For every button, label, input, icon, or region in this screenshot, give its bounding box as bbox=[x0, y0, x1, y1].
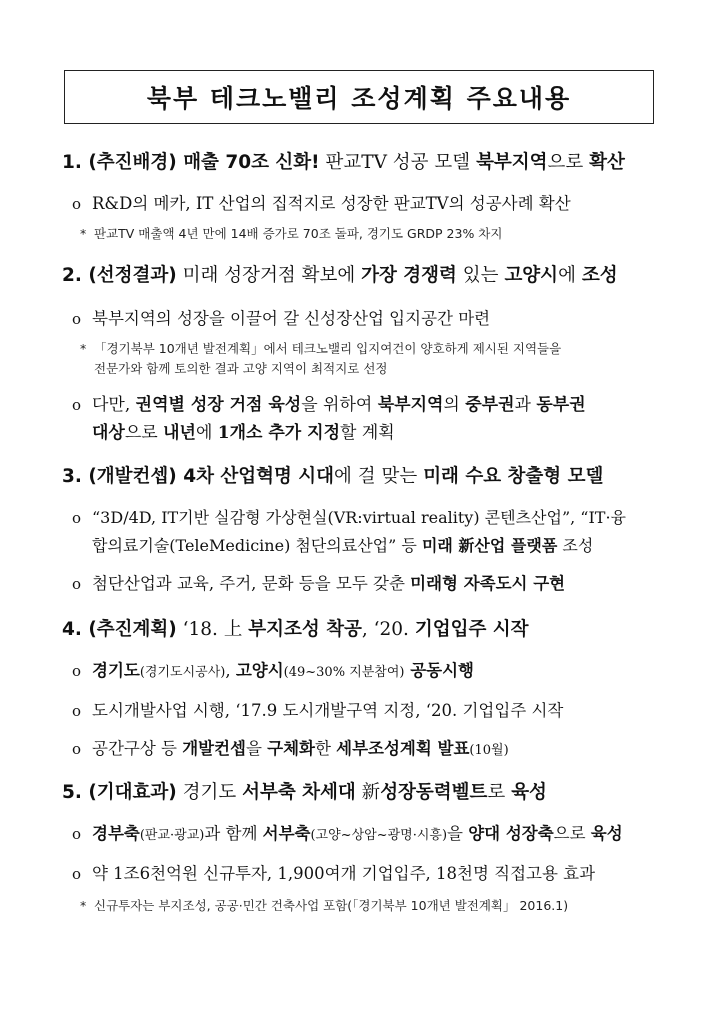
section-1-headline: 매출 70조 신화! bbox=[176, 152, 320, 173]
note-mark: * bbox=[80, 341, 87, 356]
bullet-mark: o bbox=[72, 865, 82, 883]
section-2-emphasis-2: 고양시 bbox=[504, 265, 559, 286]
section-1-bullet-1 bbox=[62, 190, 682, 218]
section-3-title bbox=[62, 464, 682, 490]
title-box bbox=[64, 70, 654, 124]
section-3-bullet-1 bbox=[62, 504, 682, 560]
bullet-emphasis: 미래형 자족도시 구현 bbox=[410, 574, 566, 593]
bullet-emphasis-7: 1개소 추가 지정 bbox=[217, 423, 340, 443]
section-3-text: 에 걸 맞는 bbox=[334, 466, 424, 487]
bullet-emphasis-3: 양대 성장축 bbox=[468, 824, 554, 843]
bullet-text: 북부지역의 성장을 이끌어 갈 신성장산업 입지공간 마련 bbox=[92, 309, 491, 328]
section-2-number: 2. (선정결과) bbox=[62, 265, 177, 286]
bullet-mark: o bbox=[72, 195, 82, 213]
bullet-emphasis: 경기도 bbox=[92, 661, 140, 680]
section-4 bbox=[62, 617, 682, 765]
section-4-bullet-2 bbox=[62, 697, 682, 725]
section-2-text: 미래 성장거점 확보에 bbox=[176, 265, 362, 286]
section-1-note-1 bbox=[62, 224, 682, 244]
bullet-mark: o bbox=[72, 575, 82, 593]
section-2 bbox=[62, 263, 682, 447]
section-3-number: 3. (개발컨셉) bbox=[62, 466, 177, 487]
bullet-text: 공간구상 등 bbox=[92, 739, 183, 758]
section-5-bullet-1 bbox=[62, 820, 682, 850]
section-5-text: 경기도 bbox=[176, 782, 243, 803]
section-5-emphasis: 서부축 차세대 bbox=[242, 782, 356, 803]
bullet-text-4: 과 bbox=[514, 395, 537, 415]
note-text-2: 전문가와 함께 토의한 결과 고양 지역이 최적지로 선정 bbox=[94, 361, 388, 376]
bullet-emphasis-3: 중부권 bbox=[465, 395, 515, 415]
bullet-emphasis-5: 대상 bbox=[92, 423, 125, 443]
section-3-emphasis: 4차 산업혁명 시대 bbox=[176, 466, 335, 487]
bullet-text-3: 한 bbox=[314, 739, 337, 758]
bullet-text-3: 의 bbox=[443, 395, 466, 415]
section-5 bbox=[62, 780, 682, 916]
section-1-emphasis: 북부지역 bbox=[476, 152, 548, 173]
bullet-text-2: 을 위하여 bbox=[301, 395, 378, 415]
section-2-bullet-1 bbox=[62, 305, 682, 333]
section-2-bullet-2 bbox=[62, 391, 682, 447]
bullet-text-2: 을 bbox=[245, 739, 268, 758]
section-1-number: 1. (추진배경) bbox=[62, 152, 177, 173]
section-1 bbox=[62, 150, 682, 244]
bullet-text: “3D/4D, IT기반 실감형 가상현실(VR:virtual reality) 콘텐츠산업”, “IT·융 bbox=[92, 508, 627, 527]
section-4-text-2: , ‘20. bbox=[361, 619, 415, 640]
bullet-mark: o bbox=[72, 740, 82, 758]
page-title: 북부 테크노밸리 조성계획 주요내용 bbox=[146, 84, 572, 113]
bullet-aside: (판교·광교) bbox=[139, 828, 205, 843]
section-3-emphasis-2: 미래 수요 창출형 모델 bbox=[423, 466, 604, 487]
section-4-number: 4. (추진계획) bbox=[62, 619, 177, 640]
bullet-text: R&D의 메카, IT 산업의 집적지로 성장한 판교TV의 성공사례 확산 bbox=[92, 194, 571, 213]
section-3 bbox=[62, 464, 682, 598]
section-1-text: 판교TV 성공 모델 bbox=[319, 152, 477, 173]
note-mark: * bbox=[80, 226, 87, 241]
bullet-mark: o bbox=[72, 702, 82, 720]
bullet-text-6: 에 bbox=[195, 423, 218, 443]
section-4-emphasis: 부지조성 착공 bbox=[248, 619, 362, 640]
bullet-text: 과 함께 bbox=[204, 824, 263, 843]
bullet-text-3: 으로 bbox=[553, 824, 591, 843]
section-5-note-1 bbox=[62, 896, 682, 916]
bullet-text-2: 합의료기술(TeleMedicine) 첨단의료산업” 등 bbox=[92, 536, 422, 555]
section-2-emphasis: 가장 경쟁력 bbox=[361, 265, 457, 286]
note-mark: * bbox=[80, 898, 87, 913]
section-1-emphasis-2: 확산 bbox=[589, 152, 625, 173]
bullet-text-5: 으로 bbox=[124, 423, 164, 443]
note-text: 판교TV 매출액 4년 만에 14배 증가로 70조 돌파, 경기도 GRDP 23% 차지 bbox=[94, 226, 503, 241]
bullet-text-2: 을 bbox=[447, 824, 469, 843]
section-5-number: 5. (기대효과) bbox=[62, 782, 177, 803]
bullet-mark: o bbox=[72, 825, 82, 843]
bullet-emphasis-2: 고양시 bbox=[235, 661, 284, 680]
bullet-emphasis-3: 세부조성계획 발표 bbox=[336, 739, 470, 758]
section-5-text-3: 로 bbox=[487, 782, 512, 803]
bullet-aside: (경기도시공사) bbox=[139, 665, 226, 680]
bullet-mark: o bbox=[72, 509, 82, 527]
section-2-title bbox=[62, 263, 682, 289]
bullet-emphasis: 경부축 bbox=[92, 824, 140, 843]
bullet-emphasis-2: 서부축 bbox=[262, 824, 311, 843]
bullet-text-3: 조성 bbox=[557, 536, 594, 555]
bullet-mark: o bbox=[72, 396, 82, 414]
section-2-text-2: 있는 bbox=[456, 265, 505, 286]
bullet-emphasis-2: 북부지역 bbox=[377, 395, 444, 415]
section-2-note-1 bbox=[62, 339, 682, 379]
section-5-emphasis-3: 육성 bbox=[511, 782, 547, 803]
section-4-bullet-1 bbox=[62, 657, 682, 687]
bullet-aside-2: (고양~상암~광명·시흥) bbox=[310, 828, 448, 843]
bullet-emphasis: 권역별 성장 거점 육성 bbox=[135, 395, 302, 415]
bullet-text: , bbox=[225, 661, 236, 680]
bullet-emphasis: 미래 新산업 플랫폼 bbox=[421, 536, 558, 555]
bullet-mark: o bbox=[72, 310, 82, 328]
bullet-text-7: 할 계획 bbox=[340, 423, 395, 443]
section-4-text: ‘18. 上 bbox=[176, 619, 249, 640]
bullet-emphasis-6: 내년 bbox=[163, 423, 196, 443]
section-4-emphasis-2: 기업입주 시작 bbox=[414, 619, 529, 640]
note-text: 신규투자는 부지조성, 공공·민간 건축사업 포함(「경기북부 10개년 발전계획」 2016.1) bbox=[94, 898, 569, 913]
section-5-emphasis-2: 성장동력벨트 bbox=[380, 782, 488, 803]
bullet-emphasis-2: 구체화 bbox=[267, 739, 315, 758]
section-5-bullet-2 bbox=[62, 860, 682, 888]
bullet-text: 다만, bbox=[92, 395, 136, 415]
bullet-text: 도시개발사업 시행, ‘17.9 도시개발구역 지정, ‘20. 기업입주 시작 bbox=[92, 701, 564, 720]
section-5-title bbox=[62, 780, 682, 806]
section-2-text-3: 에 bbox=[558, 265, 582, 286]
bullet-mark: o bbox=[72, 662, 82, 680]
note-text: 「경기북부 10개년 발전계획」에서 테크노밸리 입지여건이 양호하게 제시된 지역들을 bbox=[94, 341, 562, 356]
section-4-title bbox=[62, 617, 682, 643]
bullet-emphasis-4: 육성 bbox=[590, 824, 623, 843]
section-4-bullet-3 bbox=[62, 735, 682, 765]
bullet-emphasis: 개발컨셉 bbox=[182, 739, 246, 758]
section-2-emphasis-3: 조성 bbox=[581, 265, 618, 286]
bullet-aside: (10월) bbox=[469, 743, 509, 758]
bullet-text: 약 1조6천억원 신규투자, 1,900여개 기업입주, 18천명 직접고용 효과 bbox=[92, 864, 596, 883]
section-1-title bbox=[62, 150, 682, 176]
bullet-emphasis-3: 공동시행 bbox=[404, 661, 475, 680]
bullet-emphasis-4: 동부권 bbox=[536, 395, 586, 415]
section-1-text-2: 으로 bbox=[547, 152, 590, 173]
section-5-text-2: 新 bbox=[355, 782, 381, 803]
bullet-aside-2: (49~30% 지분참여) bbox=[283, 665, 405, 680]
bullet-text: 첨단산업과 교육, 주거, 문화 등을 모두 갖춘 bbox=[92, 574, 411, 593]
section-3-bullet-2 bbox=[62, 570, 682, 598]
